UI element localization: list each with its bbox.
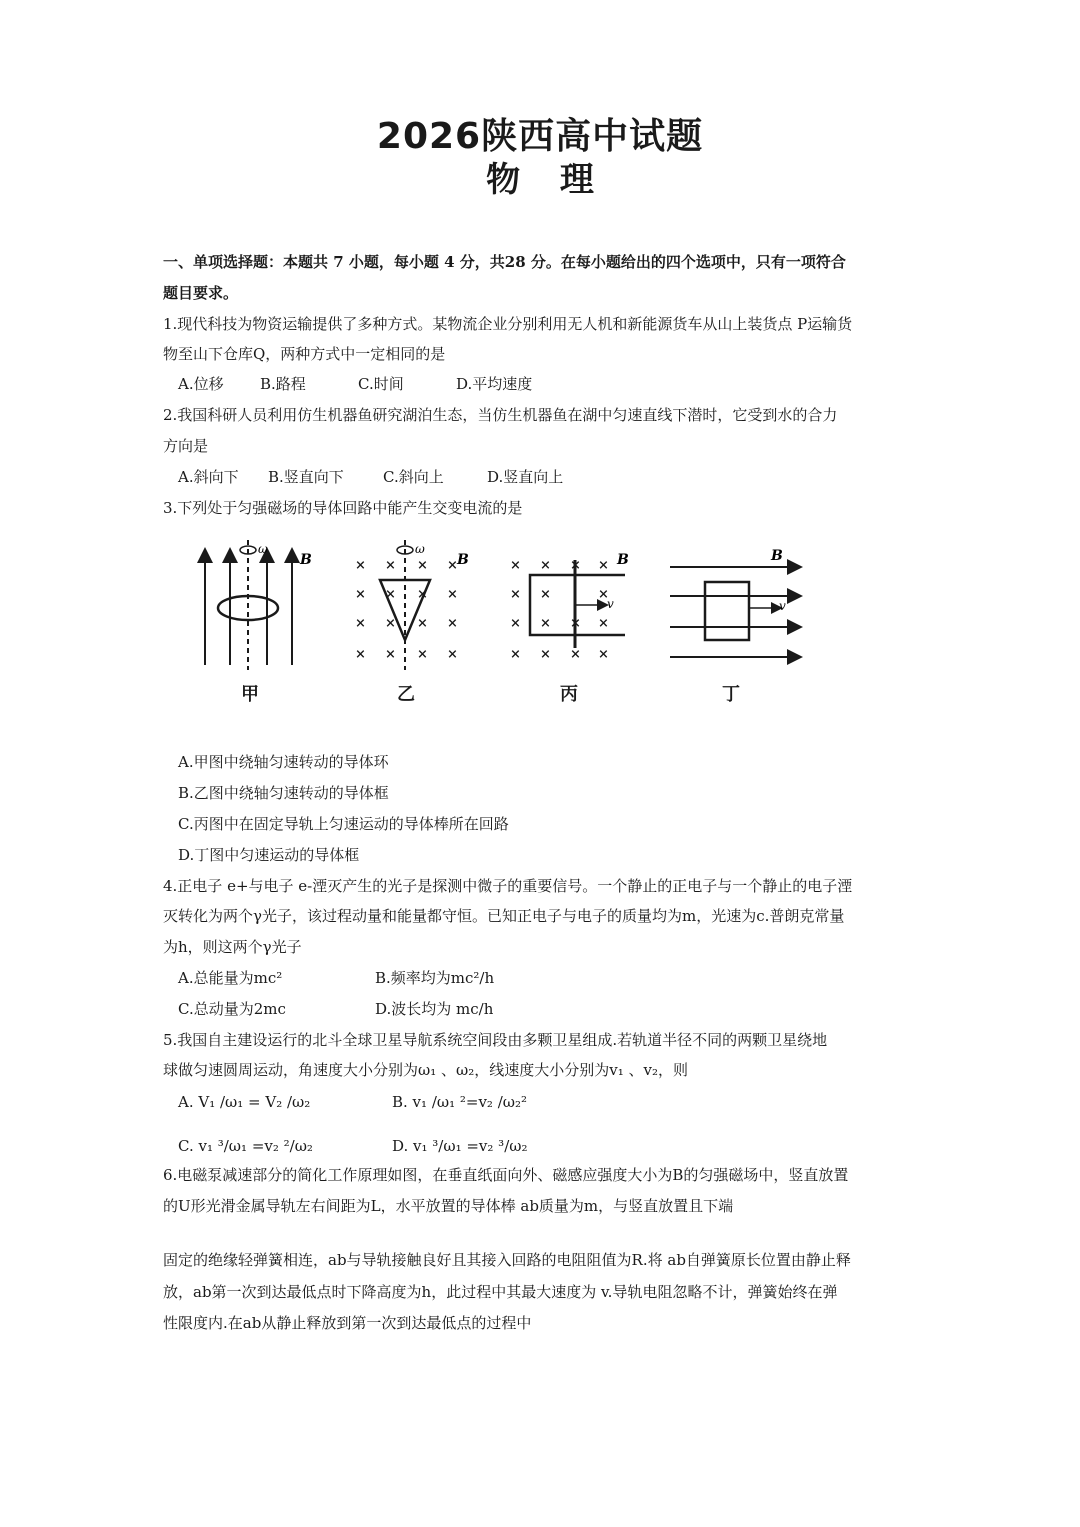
q2-line1: 2.我国科研人员利用仿生机器鱼研究湖泊生态，当仿生机器鱼在湖中匀速直线下潜时，它受到水的合力 <box>163 406 838 424</box>
cross-mark: × <box>510 558 521 573</box>
cross-mark: × <box>355 587 366 602</box>
cross-mark: × <box>447 616 458 631</box>
cross-mark: × <box>447 647 458 662</box>
cross-mark: × <box>385 558 396 573</box>
q5-line1: 5.我国自主建设运行的北斗全球卫星导航系统空间段由多颗卫星组成.若轨道半径不同的两颗卫星绕地 <box>163 1031 828 1049</box>
cross-mark: × <box>598 558 609 573</box>
q1-option-d: D.平均速度 <box>456 375 533 393</box>
figure-yi <box>355 540 469 670</box>
cross-mark: × <box>447 558 458 573</box>
cross-mark: × <box>510 647 521 662</box>
q3-option-a: A.甲图中绕轴匀速转动的导体环 <box>178 753 389 771</box>
q2-option-d: D.竖直向上 <box>487 468 564 486</box>
cross-mark: × <box>540 558 551 573</box>
q1-option-b: B.路程 <box>260 375 306 393</box>
cross-mark: × <box>510 587 521 602</box>
q4-option-a: A.总能量为mc² <box>178 969 283 987</box>
section-heading-line1: 一、单项选择题：本题共 7 小题，每小题 4 分，共28 分。在每小题给出的四个选项中，只有一项符合 <box>163 253 846 271</box>
q2-line2: 方向是 <box>163 437 209 455</box>
figure-ding <box>670 548 795 657</box>
q1-option-a: A.位移 <box>178 375 224 393</box>
figure-jia <box>205 540 312 670</box>
cross-mark: × <box>540 587 551 602</box>
cross-mark: × <box>570 647 581 662</box>
cross-mark: × <box>570 558 581 573</box>
q1-option-c: C.时间 <box>358 375 404 393</box>
q2-option-c: C.斜向上 <box>383 468 444 486</box>
cross-mark: × <box>417 647 428 662</box>
cross-mark: × <box>417 616 428 631</box>
cross-mark: × <box>385 587 396 602</box>
q1-line2: 物至山下仓库Q，两种方式中一定相同的是 <box>163 345 446 363</box>
omega-label: ω <box>258 542 268 556</box>
q3-option-d: D.丁图中匀速运动的导体框 <box>178 846 360 864</box>
page-title: 2026陕西高中试题 <box>376 116 704 157</box>
b-label: B <box>300 552 312 568</box>
q5-option-c: C. v₁ ³/ω₁ =v₂ ²/ω₂ <box>178 1137 313 1155</box>
q4-line2: 灭转化为两个γ光子，该过程动量和能量都守恒。已知正电子与电子的质量均为m，光速为c.普朗克常量 <box>163 907 845 925</box>
q4-line1: 4.正电子 e+与电子 e-湮灭产生的光子是探测中微子的重要信号。一个静止的正电子与一个静止的电子湮 <box>163 877 853 895</box>
cross-mark: × <box>510 616 521 631</box>
cross-mark: × <box>355 616 366 631</box>
q4-option-b: B.频率均为mc²/h <box>375 969 495 987</box>
b-label: B <box>771 548 783 564</box>
v-label: v <box>779 599 786 613</box>
figure-label-yi: 乙 <box>397 684 415 705</box>
q3-figure-svg <box>185 530 825 705</box>
cross-mark: × <box>598 647 609 662</box>
q4-option-d: D.波长均为 mc/h <box>375 1000 494 1018</box>
q4-line3: 为h，则这两个γ光子 <box>163 938 302 956</box>
cross-mark: × <box>417 558 428 573</box>
q5-line2: 球做匀速圆周运动，角速度大小分别为ω₁ 、ω₂，线速度大小分别为v₁ 、v₂，则 <box>163 1061 689 1079</box>
q3-line1: 3.下列处于匀强磁场的导体回路中能产生交变电流的是 <box>163 499 523 517</box>
q6-line3: 固定的绝缘轻弹簧相连，ab与导轨接触良好且其接入回路的电阻阻值为R.将 ab自弹簧原长位置由静止释 <box>163 1251 851 1269</box>
cross-mark: × <box>598 587 609 602</box>
q2-option-b: B.竖直向下 <box>268 468 344 486</box>
q6-line5: 性限度内.在ab从静止释放到第一次到达最低点的过程中 <box>163 1314 532 1332</box>
cross-mark: × <box>355 558 366 573</box>
figure-label-jia: 甲 <box>241 684 259 705</box>
b-label: B <box>457 552 469 568</box>
cross-mark: × <box>385 647 396 662</box>
figure-label-ding: 丁 <box>722 684 740 705</box>
subject-char-1: 物 <box>486 160 521 200</box>
q5-option-d: D. v₁ ³/ω₁ =v₂ ³/ω₂ <box>392 1137 528 1155</box>
q6-line4: 放，ab第一次到达最低点时下降高度为h，此过程中其最大速度为 v.导轨电阻忽略不计，弹簧始终在弹 <box>163 1283 838 1301</box>
cross-mark: × <box>385 616 396 631</box>
cross-mark: × <box>540 616 551 631</box>
cross-mark: × <box>598 616 609 631</box>
figure-label-bing: 丙 <box>560 684 578 705</box>
q5-option-b: B. v₁ /ω₁ ²=v₂ /ω₂² <box>392 1093 528 1111</box>
b-label: B <box>617 552 629 568</box>
cross-mark: × <box>417 587 428 602</box>
q3-option-b: B.乙图中绕轴匀速转动的导体框 <box>178 784 389 802</box>
cross-mark: × <box>447 587 458 602</box>
q4-option-c: C.总动量为2mc <box>178 1000 286 1018</box>
q1-line1: 1.现代科技为物资运输提供了多种方式。某物流企业分别利用无人机和新能源货车从山上装货点 P运输货 <box>163 315 853 333</box>
v-label: v <box>607 597 614 611</box>
q6-line2: 的U形光滑金属导轨左右间距为L，水平放置的导体棒 ab质量为m，与竖直放置且下端 <box>163 1197 734 1215</box>
cross-mark: × <box>355 647 366 662</box>
q3-option-c: C.丙图中在固定导轨上匀速运动的导体棒所在回路 <box>178 815 509 833</box>
section-heading-line2: 题目要求。 <box>163 284 239 302</box>
q3-figure <box>185 530 825 705</box>
omega-label: ω <box>415 542 425 556</box>
cross-mark: × <box>540 647 551 662</box>
cross-mark: × <box>570 616 581 631</box>
q5-option-a: A. V₁ /ω₁ = V₂ /ω₂ <box>178 1093 311 1111</box>
figure-bing <box>510 552 629 662</box>
subject-char-2: 理 <box>559 160 594 200</box>
subject-title <box>0 152 1080 201</box>
q6-line1: 6.电磁泵减速部分的简化工作原理如图，在垂直纸面向外、磁感应强度大小为B的匀强磁场中，竖直放置 <box>163 1166 849 1184</box>
q2-option-a: A.斜向下 <box>178 468 239 486</box>
